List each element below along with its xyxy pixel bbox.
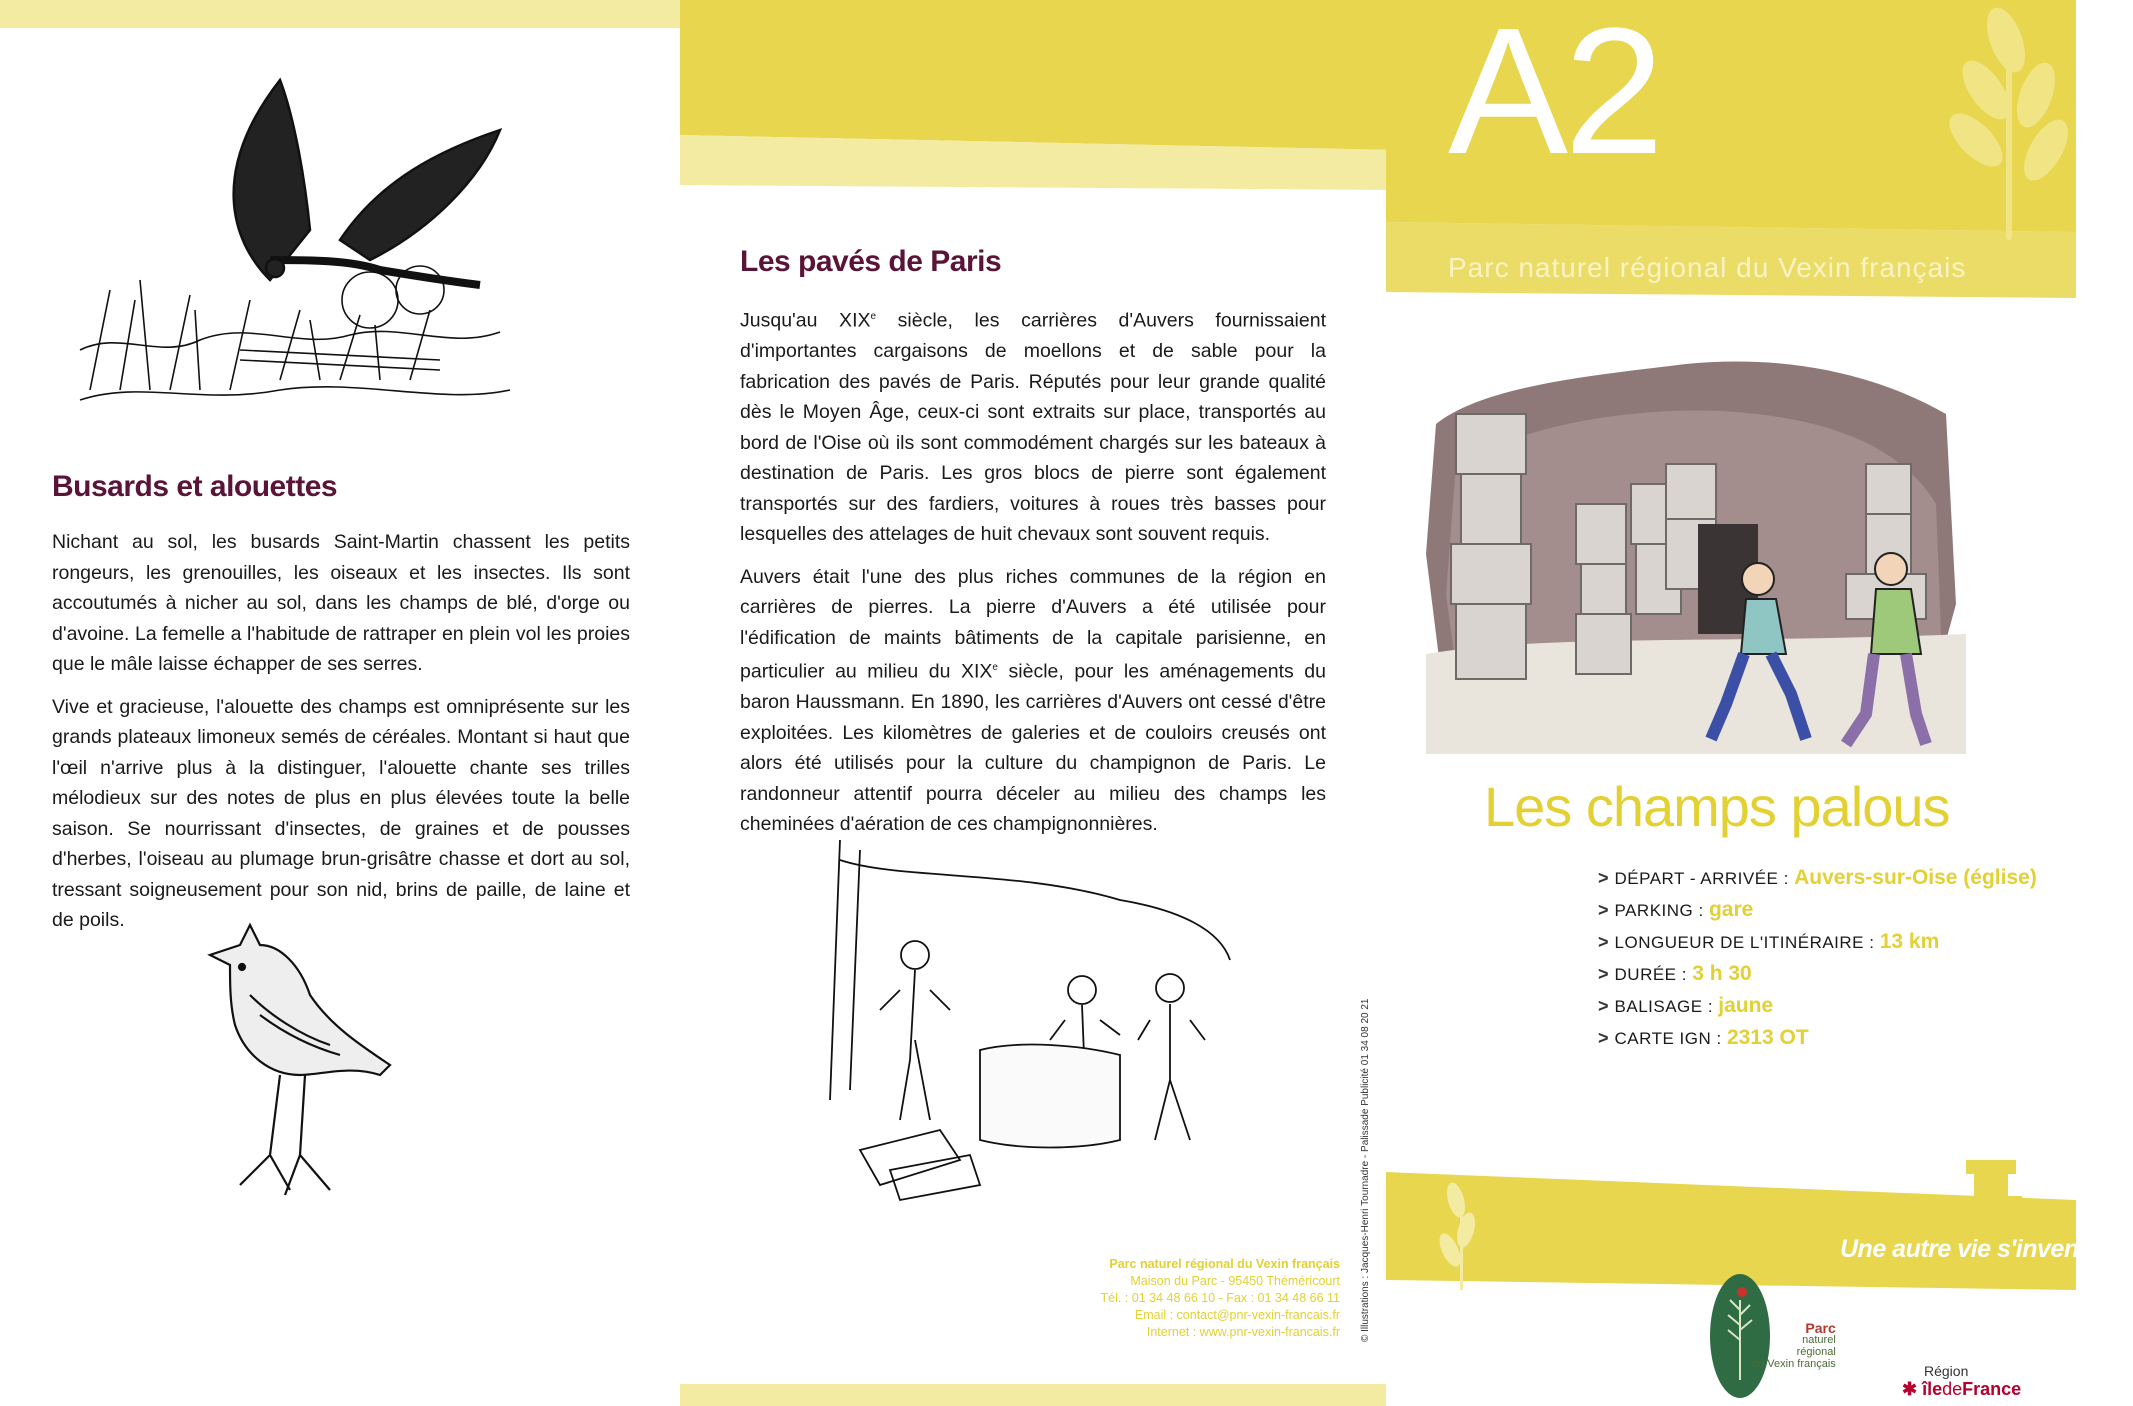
info-label: LONGUEUR DE L'ITINÉRAIRE : bbox=[1614, 933, 1880, 952]
paves-p1-sup: e bbox=[870, 311, 877, 322]
info-depart bbox=[1598, 862, 2037, 894]
info-duree bbox=[1598, 958, 2037, 990]
busards-text bbox=[52, 527, 630, 948]
info-value: gare bbox=[1708, 898, 1754, 921]
paves-p2-end: siècle, pour les aménagements du baron Haussmann. En 1890, les carrières d'Auvers ont cessé d'être exploitées. Les kilomètres de galeries et de couloirs creusés ont alors été utilisés pour la culture du champignon de Paris. Le randonneur attentif pourra déceler au milieu des champs les cheminées d'aération de ces champignonnières. bbox=[740, 660, 1326, 835]
busards-paragraph: Nichant au sol, les busards Saint-Martin chassent les petits rongeurs, les grenouilles, les oiseaux et les insectes. Ils sont accoutumés à nicher au sol, dans les champs de blé, d'orge ou d'avoine. La femelle a l'habitude de rattraper en plein vol les proies que le mâle laisse échapper de ses serres. bbox=[52, 531, 630, 675]
arrow-icon: > bbox=[1598, 868, 1609, 888]
alouettes-paragraph: Vive et gracieuse, l'alouette des champs est omniprésente sur les grands plateaux limoneux semés de céréales. Montant si haut que l'œil n'arrive plus à la distinguer, l'alouette chante ses trilles mélodieux sur des notes de plus en plus élevées toute la belle saison. Se nourrissant d'insectes, de graines et de pousses d'herbes, l'oiseau au plumage brun-grisâtre chasse et dort au sol, tressant soigneusement pour son nid, brins de paille, de laine et de poils. bbox=[52, 695, 630, 931]
logo-line-4: du Vexin français bbox=[1752, 1358, 1836, 1370]
arrow-icon: > bbox=[1598, 1028, 1609, 1048]
paves-text bbox=[740, 302, 1326, 852]
region-logo bbox=[1902, 1362, 2021, 1398]
route-title: Les champs palous bbox=[1484, 775, 1950, 838]
illustration-credits: © Illustrations : Jacques-Henri Tournadre - Palissade Publicité 01 34 08 20 21 bbox=[1360, 998, 1371, 1342]
region-line: Région bbox=[1924, 1363, 1969, 1379]
logo-line-3: régional bbox=[1796, 1346, 1836, 1358]
contact-org: Parc naturel régional du Vexin français bbox=[1109, 1257, 1340, 1271]
info-carte bbox=[1598, 1022, 2037, 1054]
info-longueur bbox=[1598, 926, 2037, 958]
route-code: A2 bbox=[1448, 0, 1661, 192]
info-label: DURÉE : bbox=[1614, 965, 1693, 984]
quarry-workers-illustration bbox=[820, 840, 1240, 1210]
paves-p2-sup: e bbox=[992, 662, 998, 673]
park-name-banner: Parc naturel régional du Vexin français bbox=[1448, 252, 1967, 283]
region-france: France bbox=[1962, 1379, 2022, 1399]
region-ile: île bbox=[1922, 1379, 1943, 1399]
region-name bbox=[1902, 1380, 2021, 1398]
lark-illustration bbox=[190, 905, 410, 1205]
bottom-middle-band bbox=[680, 1384, 1386, 1406]
harrier-illustration bbox=[80, 60, 560, 455]
info-value: Auvers-sur-Oise (église) bbox=[1794, 866, 2037, 889]
info-value: 2313 OT bbox=[1726, 1026, 1809, 1049]
top-left-band-tail bbox=[560, 0, 680, 8]
paves-p1-start: Jusqu'au XIX bbox=[740, 309, 871, 332]
quarry-illustration bbox=[1426, 354, 1966, 754]
contact-address: Maison du Parc - 95450 Théméricourt bbox=[1130, 1274, 1340, 1288]
arrow-icon: > bbox=[1598, 932, 1609, 952]
info-label: CARTE IGN : bbox=[1614, 1029, 1727, 1048]
paves-p1-end: siècle, les carrières d'Auvers fournissaient d'importantes cargaisons de moellons et de sable pour la fabrication des pavés de Paris. Réputés pour leur grande qualité dès le Moyen Âge, ceux-ci sont extraits sur place, transportés au bord de l'Oise où ils sont commodément chargés sur les bateaux à destination de Paris. Les gros blocs de pierre sont également transportés sur des fardiers, voitures à roues très basses pour lesquelles des attelages de huit chevaux sont souvent requis. bbox=[740, 309, 1326, 545]
route-info-list bbox=[1598, 862, 2037, 1054]
arrow-icon: > bbox=[1598, 964, 1609, 984]
busards-heading: Busards et alouettes bbox=[52, 470, 338, 503]
paves-heading: Les pavés de Paris bbox=[740, 245, 1002, 278]
arrow-icon: > bbox=[1598, 996, 1609, 1016]
info-value: jaune bbox=[1718, 994, 1774, 1017]
arrow-icon: > bbox=[1598, 900, 1609, 920]
info-label: PARKING : bbox=[1614, 901, 1709, 920]
star-icon: ✱ bbox=[1902, 1379, 1918, 1399]
park-logo-text bbox=[1752, 1322, 1836, 1370]
paves-p2-start: Auvers était l'une des plus riches communes de la région en carrières de pierres. La pierre d'Auvers a été utilisée pour l'édification de maints bâtiments de la capitale parisienne, en particulier au milieu du XIX bbox=[740, 565, 1326, 683]
info-value: 13 km bbox=[1879, 930, 1940, 953]
contact-phone: Tél. : 01 34 48 66 10 - Fax : 01 34 48 66 11 bbox=[1100, 1291, 1340, 1305]
paves-paragraph-1 bbox=[740, 302, 1326, 550]
contact-block bbox=[1040, 1256, 1340, 1341]
info-parking bbox=[1598, 894, 2037, 926]
info-label: DÉPART - ARRIVÉE : bbox=[1614, 869, 1795, 888]
contact-web[interactable]: Internet : www.pnr-vexin-francais.fr bbox=[1146, 1325, 1340, 1339]
info-label: BALISAGE : bbox=[1614, 997, 1719, 1016]
logo-line-2: naturel bbox=[1802, 1334, 1836, 1346]
tagline: Une autre vie s'invente ici bbox=[1840, 1235, 2133, 1263]
middle-top-band bbox=[680, 0, 1396, 190]
info-balisage bbox=[1598, 990, 2037, 1022]
paves-paragraph-2 bbox=[740, 562, 1326, 840]
region-de: de bbox=[1942, 1379, 1963, 1399]
contact-email[interactable]: Email : contact@pnr-vexin-francais.fr bbox=[1134, 1308, 1340, 1322]
logo-line-1: Parc bbox=[1805, 1320, 1836, 1336]
info-value: 3 h 30 bbox=[1692, 962, 1752, 985]
